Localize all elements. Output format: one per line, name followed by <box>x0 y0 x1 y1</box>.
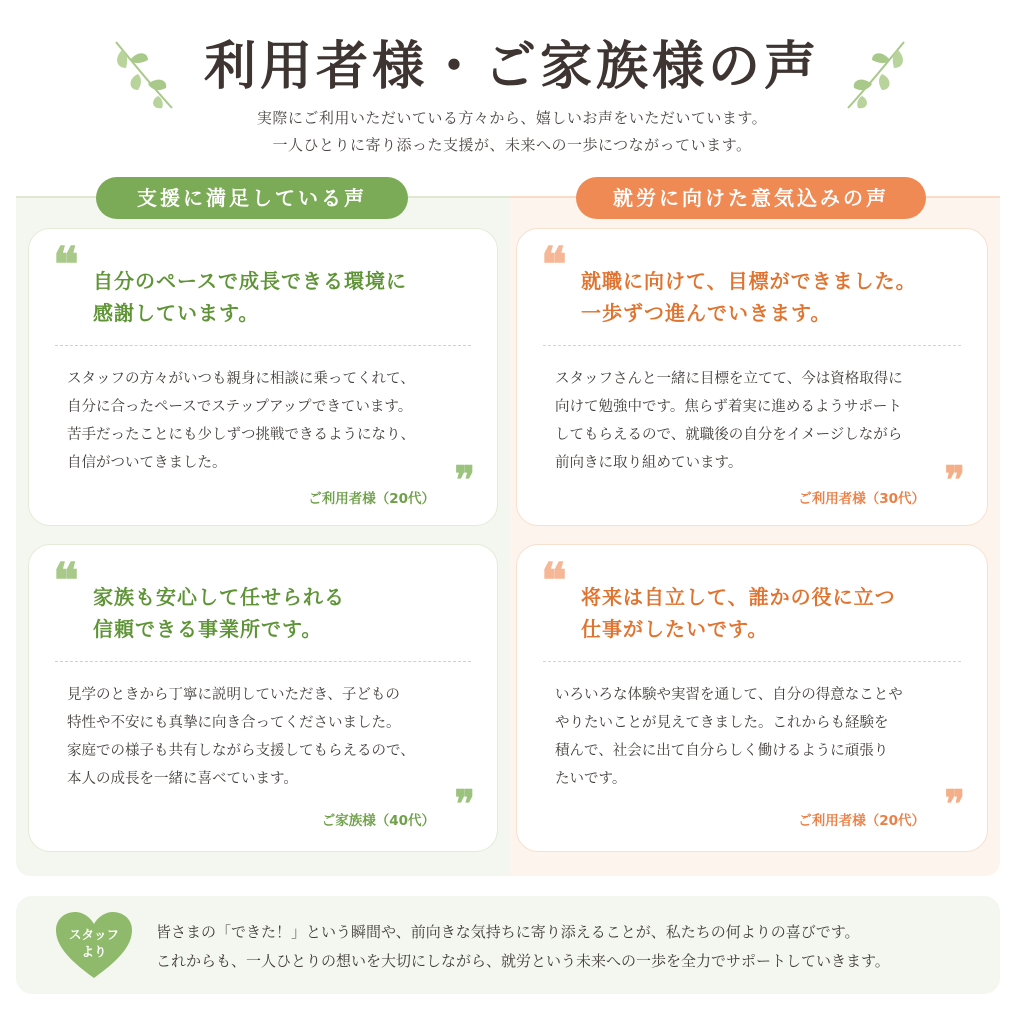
testimonial-card <box>516 544 988 852</box>
body-line: してもらえるので、就職後の自分をイメージしながら <box>555 427 903 443</box>
heading-line: 就職に向けて、目標ができました。 <box>581 269 917 293</box>
body-line: 見学のときから丁寧に説明していただき、子どもの <box>67 687 400 703</box>
testimonial-attribution: ご家族様（40代） <box>321 813 435 829</box>
body-line: 本人の成長を一緒に喜べています。 <box>67 771 298 787</box>
body-line: スタッフさんと一緒に目標を立てて、今は資格取得に <box>555 371 903 387</box>
close-quote-icon: ❞ <box>944 457 965 502</box>
testimonial-attribution: ご利用者様（20代） <box>798 813 925 829</box>
testimonial-body <box>67 365 415 477</box>
heading-line: 将来は自立して、誰かの役に立つ <box>581 585 896 609</box>
message-line: これからも、一人ひとりの想いを大切にしながら、就労という未来への一歩を全力でサポートしていきます。 <box>156 952 890 970</box>
testimonial-heading <box>581 265 917 329</box>
dashed-divider <box>543 661 961 662</box>
testimonial-heading <box>93 581 345 645</box>
close-quote-icon: ❞ <box>944 781 965 826</box>
testimonial-heading <box>581 581 896 645</box>
leaf-sprig-icon <box>842 34 912 114</box>
staff-message-box <box>16 896 1000 994</box>
testimonial-card <box>28 544 498 852</box>
body-line: 自分に合ったペースでステップアップできています。 <box>67 399 413 415</box>
testimonial-card <box>28 228 498 526</box>
body-line: スタッフの方々がいつも親身に相談に乗ってくれて、 <box>67 371 415 387</box>
body-line: 積んで、社会に出て自分らしく働けるように頑張り <box>555 743 889 759</box>
heading-line: 信頼できる事業所です。 <box>93 617 323 641</box>
dashed-divider <box>55 345 471 346</box>
dashed-divider <box>543 345 961 346</box>
close-quote-icon: ❞ <box>454 457 475 502</box>
lead-line-1: 実際にご利用いただいている方々から、嬉しいお声をいただいています。 <box>256 109 768 127</box>
testimonial-body <box>555 365 903 477</box>
body-line: 苦手だったことにも少しずつ挑戦できるようになり、 <box>67 427 415 443</box>
close-quote-icon: ❞ <box>454 781 475 826</box>
heading-line: 一歩ずつ進んでいきます。 <box>581 301 832 325</box>
testimonial-card <box>516 228 988 526</box>
lead-line-2: 一人ひとりに寄り添った支援が、未来への一歩につながっています。 <box>272 136 752 154</box>
heading-line: 仕事がしたいです。 <box>581 617 769 641</box>
testimonial-body <box>67 681 415 793</box>
page-title: 利用者様・ご家族様の声 <box>203 36 820 97</box>
body-line: 特性や不安にも真摯に向き合ってくださいました。 <box>67 715 401 731</box>
heading-line: 自分のペースで成長できる環境に <box>93 269 407 293</box>
badge-line: スタッフ <box>68 927 119 942</box>
staff-badge <box>54 926 134 960</box>
heading-line: 感謝しています。 <box>93 301 260 325</box>
section-label-motivation: 就労に向けた意気込みの声 <box>576 177 926 219</box>
body-line: たいです。 <box>555 771 627 787</box>
open-quote-icon: ❝ <box>53 237 79 293</box>
testimonial-attribution: ご利用者様（20代） <box>308 491 435 507</box>
testimonial-body <box>555 681 903 793</box>
body-line: やりたいことが見えてきました。これからも経験を <box>555 715 889 731</box>
open-quote-icon: ❝ <box>53 553 79 609</box>
staff-message <box>156 918 890 976</box>
message-line: 皆さまの「できた！」という瞬間や、前向きな気持ちに寄り添えることが、私たちの何よりの喜びです。 <box>156 923 860 941</box>
heading-line: 家族も安心して任せられる <box>93 585 345 609</box>
body-line: 自信がついてきました。 <box>67 455 227 471</box>
dashed-divider <box>55 661 471 662</box>
badge-line: より <box>81 944 107 959</box>
body-line: いろいろな体験や実習を通して、自分の得意なことや <box>555 687 903 703</box>
body-line: 向けて勉強中です。焦らず着実に進めるようサポート <box>555 399 902 415</box>
open-quote-icon: ❝ <box>541 237 567 293</box>
open-quote-icon: ❝ <box>541 553 567 609</box>
page-header <box>0 0 1024 170</box>
body-line: 家庭での様子も共有しながら支援してもらえるので、 <box>67 743 415 759</box>
body-line: 前向きに取り組めています。 <box>555 455 743 471</box>
testimonial-attribution: ご利用者様（30代） <box>798 491 925 507</box>
testimonial-heading <box>93 265 407 329</box>
section-label-satisfaction: 支援に満足している声 <box>96 177 408 219</box>
